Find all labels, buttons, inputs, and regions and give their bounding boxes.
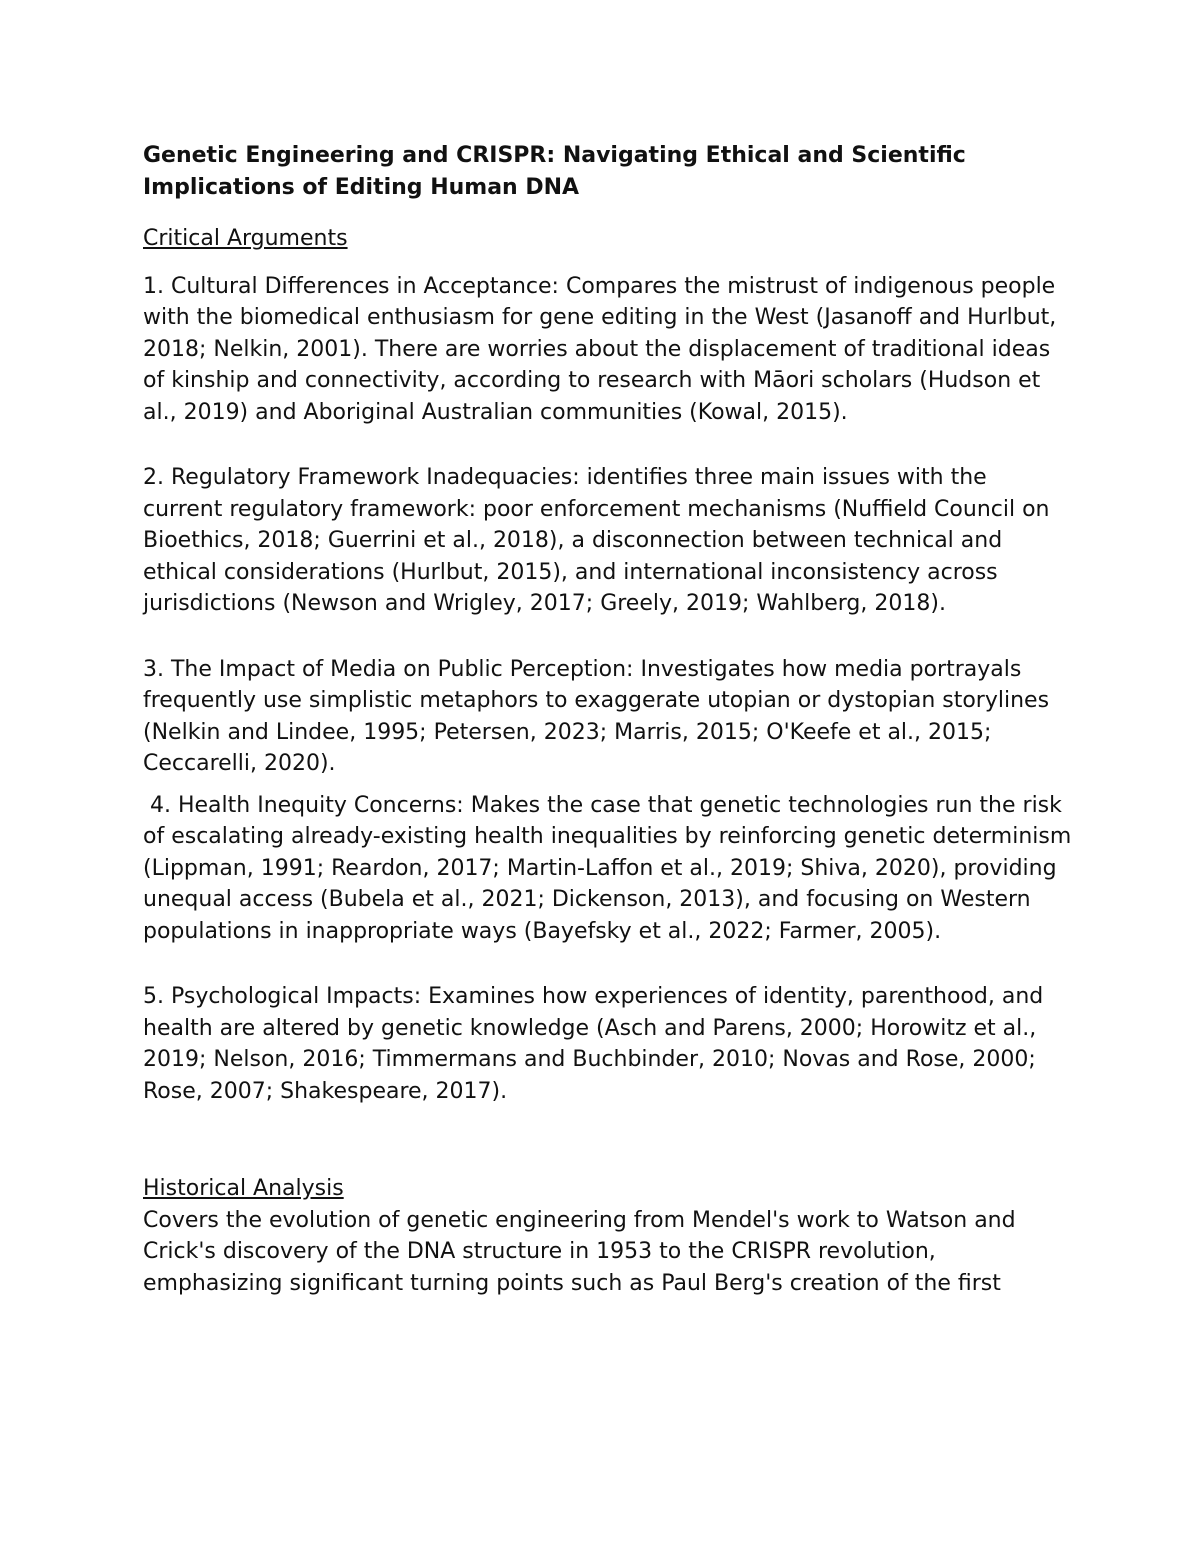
argument-paragraph: 5. Psychological Impacts: Examines how experiences of identity, parenthood, and health are altered by genetic knowledge (Asch and Parens, 2000; Horowitz et al., 2019; Nelson, 2016; Timmermans and Buchbinder, 2010; Novas and Rose, 2000; Rose, 2007; Shakespeare, 2017). <box>143 984 1044 1104</box>
argument-paragraph: 1. Cultural Differences in Acceptance: Compares the mistrust of indigenous people with the biomedical enthusiasm for gene editing in the West (Jasanoff and Hurlbut, 2018; Nelkin, 2001). There are worries about the displacement of traditional ideas of kinship and connectivity, according to research with Māori scholars (Hudson et al., 2019) and Aboriginal Australian communities (Kowal, 2015). <box>143 273 1057 425</box>
historical-analysis-heading: Historical Analysis <box>143 1176 344 1201</box>
historical-analysis-text: Covers the evolution of genetic engineering from Mendel's work to Watson and Crick's discovery of the DNA structure in 1953 to the CRISPR revolution, emphasizing significant turning points such as Paul Berg's creation of the first <box>143 1207 1016 1296</box>
document-page <box>143 140 1079 1299</box>
critical-arguments-heading: Critical Arguments <box>143 226 348 251</box>
argument-paragraph: 4. Health Inequity Concerns: Makes the case that genetic technologies run the risk of escalating already-existing health inequalities by reinforcing genetic determinism (Lippman, 1991; Reardon, 2017; Martin-Laffon et al., 2019; Shiva, 2020), providing unequal access (Bubela et al., 2021; Dickenson, 2013), and focusing on Western populations in inappropriate ways (Bayefsky et al., 2022; Farmer, 2005). <box>143 792 1079 944</box>
argument-paragraph: 2. Regulatory Framework Inadequacies: identifies three main issues with the current regulatory framework: poor enforcement mechanisms (Nuffield Council on Bioethics, 2018; Guerrini et al., 2018), a disconnection between technical and ethical considerations (Hurlbut, 2015), and international inconsistency across jurisdictions (Newson and Wrigley, 2017; Greely, 2019; Wahlberg, 2018). <box>143 465 1050 616</box>
argument-paragraph: 3. The Impact of Media on Public Perception: Investigates how media portrayals frequently use simplistic metaphors to exaggerate utopian or dystopian storylines (Nelkin and Lindee, 1995; Petersen, 2023; Marris, 2015; O'Keefe et al., 2015; Ceccarelli, 2020). <box>143 656 1050 776</box>
document-title: Genetic Engineering and CRISPR: Navigating Ethical and Scientific Implications of Editing Human DNA <box>143 143 966 200</box>
